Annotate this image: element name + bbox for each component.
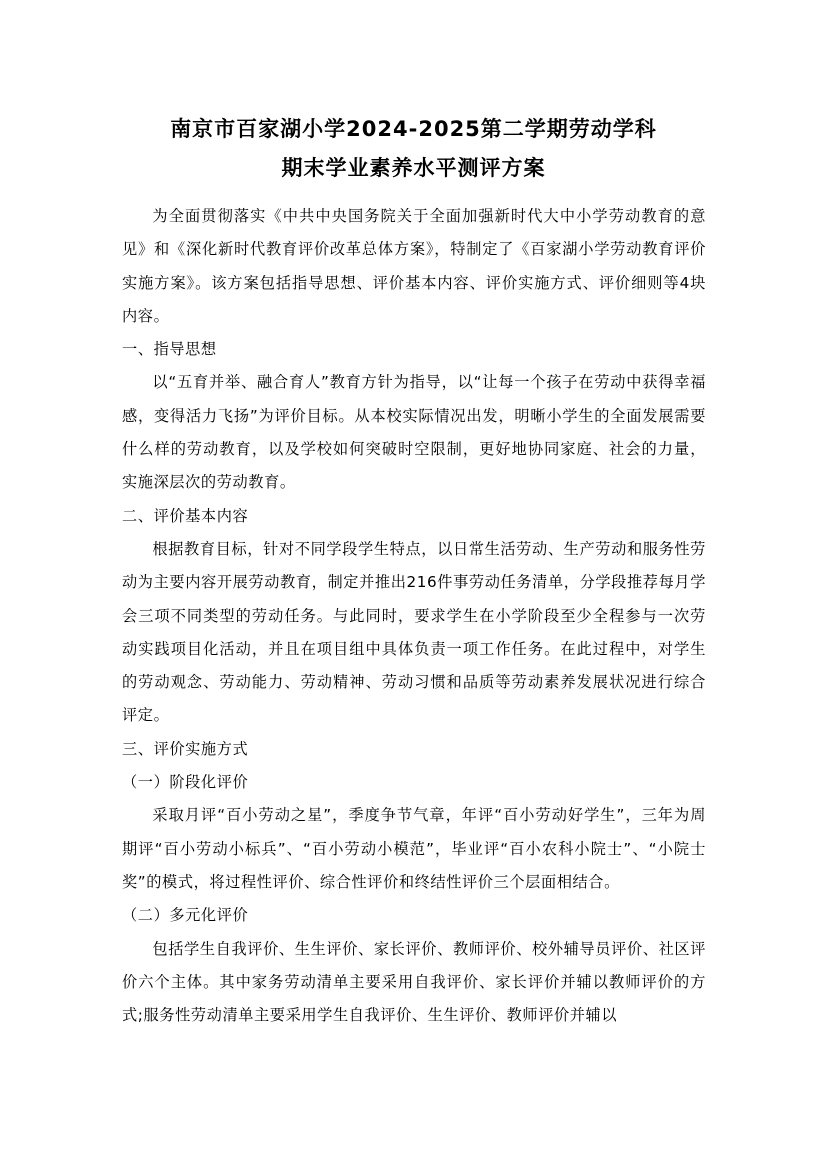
section-2-heading: 二、评价基本内容	[122, 506, 249, 525]
document-body	[122, 200, 706, 1032]
section-3-sub-1-paragraph: 采取月评“百小劳动之星”，季度争节气章，年评“百小劳动好学生”，三年为周期评“百小劳动小标兵”、“百小劳动小模范”，毕业评“百小农科小院士”、“小院士奖”的模式，将过程性评价、综合性评价和终结性评价三个层面相结合。	[122, 806, 706, 891]
section-1-paragraph: 以“五育并举、融合育人”教育方针为指导，以“让每一个孩子在劳动中获得幸福感，变得活力飞扬”为评价目标。从本校实际情况出发，明晰小学生的全面发展需要什么样的劳动教育，以及学校如何突破时空限制，更好地协同家庭、社会的力量，实施深层次的劳动教育。	[122, 373, 706, 492]
section-3-sub-1-heading: （一）阶段化评价	[122, 773, 249, 792]
document-title-line-1: 南京市百家湖小学2024-2025第二学期劳动学科	[170, 117, 657, 141]
section-2-paragraph: 根据教育目标，针对不同学段学生特点，以日常生活劳动、生产劳动和服务性劳动为主要内容开展劳动教育，制定并推出216件事劳动任务清单，分学段推荐每月学会三项不同类型的劳动任务。与此同时，要求学生在小学阶段至少全程参与一次劳动实践项目化活动，并且在项目组中具体负责一项工作任务。在此过程中，对学生的劳动观念、劳动能力、劳动精神、劳动习惯和品质等劳动素养发展状况进行综合评定。	[122, 539, 706, 725]
section-3-heading: 三、评价实施方式	[122, 739, 249, 758]
section-3-sub-2-heading: （二）多元化评价	[122, 906, 249, 925]
section-1-heading: 一、指导思想	[122, 340, 217, 359]
section-3-sub-2-paragraph: 包括学生自我评价、生生评价、家长评价、教师评价、校外辅导员评价、社区评价六个主体。其中家务劳动清单主要采用自我评价、家长评价并辅以教师评价的方式;服务性劳动清单主要采用学生自我评价、生生评价、教师评价并辅以	[122, 939, 706, 1025]
intro-paragraph: 为全面贯彻落实《中共中央国务院关于全面加强新时代大中小学劳动教育的意见》和《深化新时代教育评价改革总体方案》，特制定了《百家湖小学劳动教育评价实施方案》。该方案包括指导思想、评价基本内容、评价实施方式、评价细则等4块内容。	[122, 207, 706, 325]
document-title-line-2: 期末学业素养水平测评方案	[281, 156, 546, 180]
